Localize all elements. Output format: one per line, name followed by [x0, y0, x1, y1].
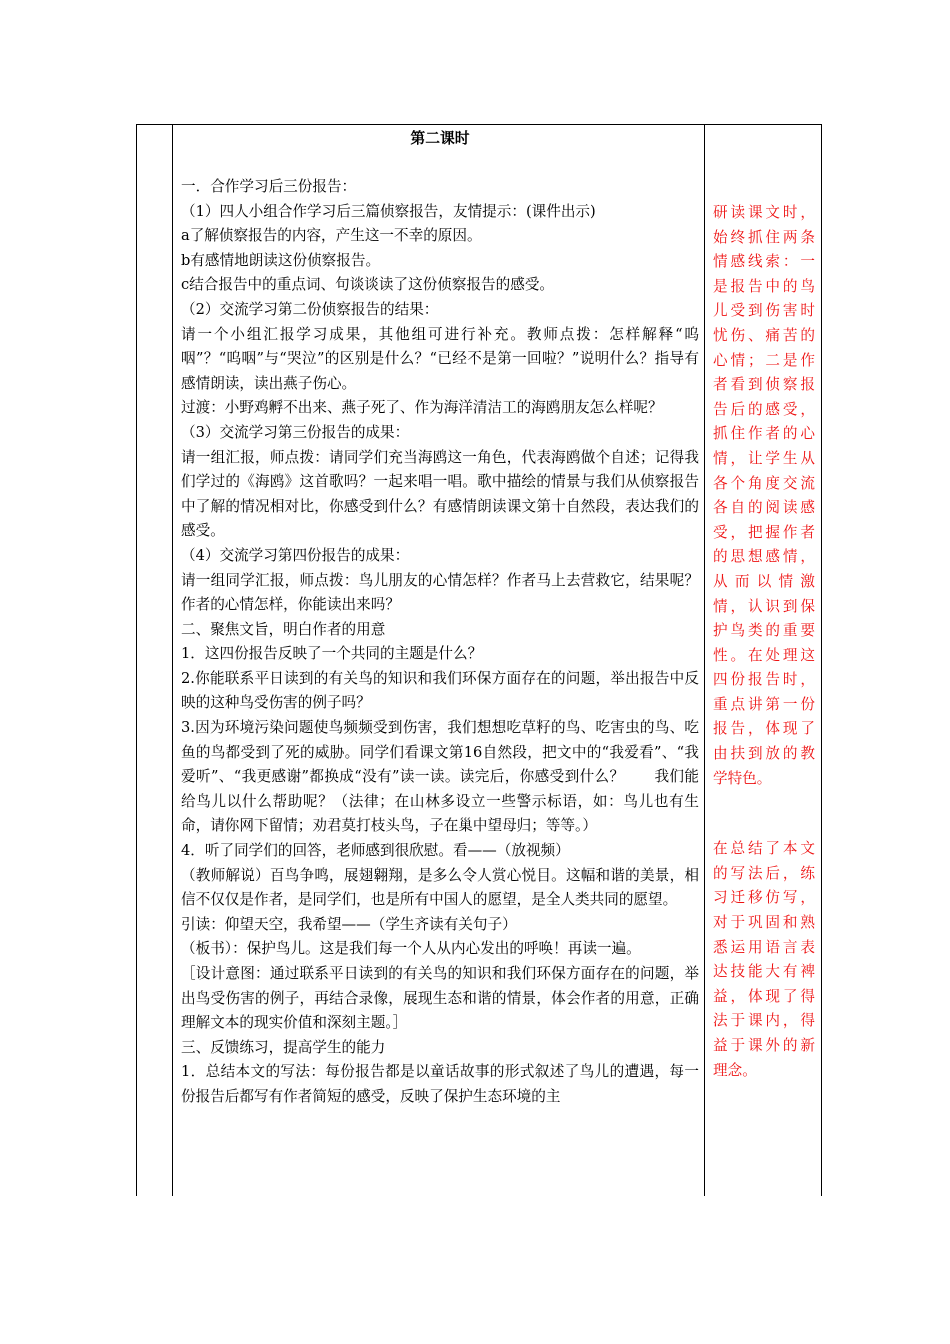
paragraph: 请一个小组汇报学习成果，其他组可进行补充。教师点拨：怎样解释“呜咽”？“呜咽”与“哭泣”的区别是什么？“已经不是第一回啦？”说明什么？指导有感情朗读，读出燕子伤心。	[181, 325, 699, 392]
paragraph: （1）四人小组合作学习后三篇侦察报告，友情提示：(课件出示)	[181, 202, 596, 220]
paragraph: c结合报告中的重点词、句谈谈读了这份侦察报告的感受。	[181, 276, 555, 294]
paragraph: 1．总结本文的写法：每份报告都是以童话故事的形式叙述了鸟儿的遭遇，每一份报告后都写有作者简短的感受，反映了保护生态环境的主	[181, 1063, 699, 1105]
paragraph: 3.因为环境污染问题使鸟频频受到伤害，我们想想吃草籽的鸟、吃害虫的鸟、吃鱼的鸟都受到了死的威胁。同学们看课文第16自然段，把文中的“我爱看”、“我爱听”、“我更感谢”都换成“没有”读一读。读完后，你感受到什么？ 我们能给鸟儿以什么帮助呢？（法律；在山林多设立一些警示标语，如：鸟儿也有生命，请你网下留情；劝君莫打枝头鸟，子在巢中望母归；等等。）	[181, 719, 699, 835]
design-intent: ［设计意图：通过联系平日读到的有关鸟的知识和我们环保方面存在的问题，举出鸟受伤害的例子，再结合录像，展现生态和谐的情景，体会作者的用意，正确理解文本的现实价值和深刻主题。］	[181, 965, 699, 1032]
section-heading: 二、聚焦文旨，明白作者的用意	[181, 620, 386, 638]
spacer	[713, 791, 815, 837]
paragraph: a了解侦察报告的内容，产生这一不幸的原因。	[181, 227, 482, 245]
column-divider	[172, 125, 173, 1196]
lesson-title: 第二课时	[410, 130, 470, 147]
paragraph: 引读：仰望天空，我希望——（学生齐读有关句子）	[181, 915, 517, 933]
section-heading: 三、反馈练习，提高学生的能力	[181, 1038, 386, 1056]
paragraph: 请一组同学汇报，师点拨：鸟儿朋友的心情怎样？作者马上去营救它，结果呢？作者的心情怎样，你能读出来吗？	[181, 571, 699, 614]
paragraph: （3）交流学习第三份报告的成果：	[181, 423, 410, 441]
lesson-table	[136, 124, 822, 1196]
paragraph: （教师解说）百鸟争鸣，展翅翱翔，是多么令人赏心悦目。这幅和谐的美景，相信不仅仅是作者，是同学们，也是所有中国人的愿望，是全人类共同的愿望。	[181, 866, 699, 909]
paragraph: 请一组汇报，师点拨：请同学们充当海鸥这一角色，代表海鸥做个自述；记得我们学过的《海鸥》这首歌吗？一起来唱一唱。歌中描绘的情景与我们从侦察报告中了解的情况相对比，你感受到什么？有感情朗读课文第十自然段，表达我们的感受。	[181, 448, 699, 540]
paragraph: （2）交流学习第二份侦察报告的结果：	[181, 300, 439, 318]
note-writing: 在总结了本文的写法后，练习迁移仿写，对于巩固和熟悉运用语言表达技能大有裨益，体现了得法于课内，得益于课外的新理念。	[713, 840, 815, 1079]
paragraph: （4）交流学习第四份报告的成果：	[181, 546, 410, 564]
paragraph: 4．听了同学们的回答，老师感到很欣慰。看——（放视频）	[181, 842, 570, 860]
paragraph: 2.你能联系平日读到的有关鸟的知识和我们环保方面存在的问题，举出报告中反映的这种鸟受伤害的例子吗？	[181, 669, 699, 712]
paragraph: 1．这四份报告反映了一个共同的主题是什么？	[181, 645, 483, 663]
lesson-content	[175, 125, 705, 1110]
paragraph: 过渡：小野鸡孵不出来、燕子死了、作为海洋清洁工的海鸥朋友怎么样呢？	[181, 399, 663, 417]
paragraph: （板书）：保护鸟儿。这是我们每一个人从内心发出的呼唤！再读一遍。	[181, 940, 641, 958]
spacer	[181, 151, 699, 175]
paragraph: b有感情地朗读这份侦察报告。	[181, 251, 381, 269]
paragraph: 一．合作学习后三份报告：	[181, 178, 357, 195]
notes-column	[705, 125, 821, 1083]
note-reading: 研读课文时，始终抓住两条情感线索：一是报告中的鸟儿受到伤害时忧伤、痛苦的心情；二是作者看到侦察报告后的感受，抓住作者的心情，让学生从各个角度交流各自的阅读感受，把握作者的思想感情，从而以情激情，认识到保护鸟类的重要性。在处理这四份报告时，重点讲第一份报告，体现了由扶到放的教学特色。	[713, 204, 815, 787]
